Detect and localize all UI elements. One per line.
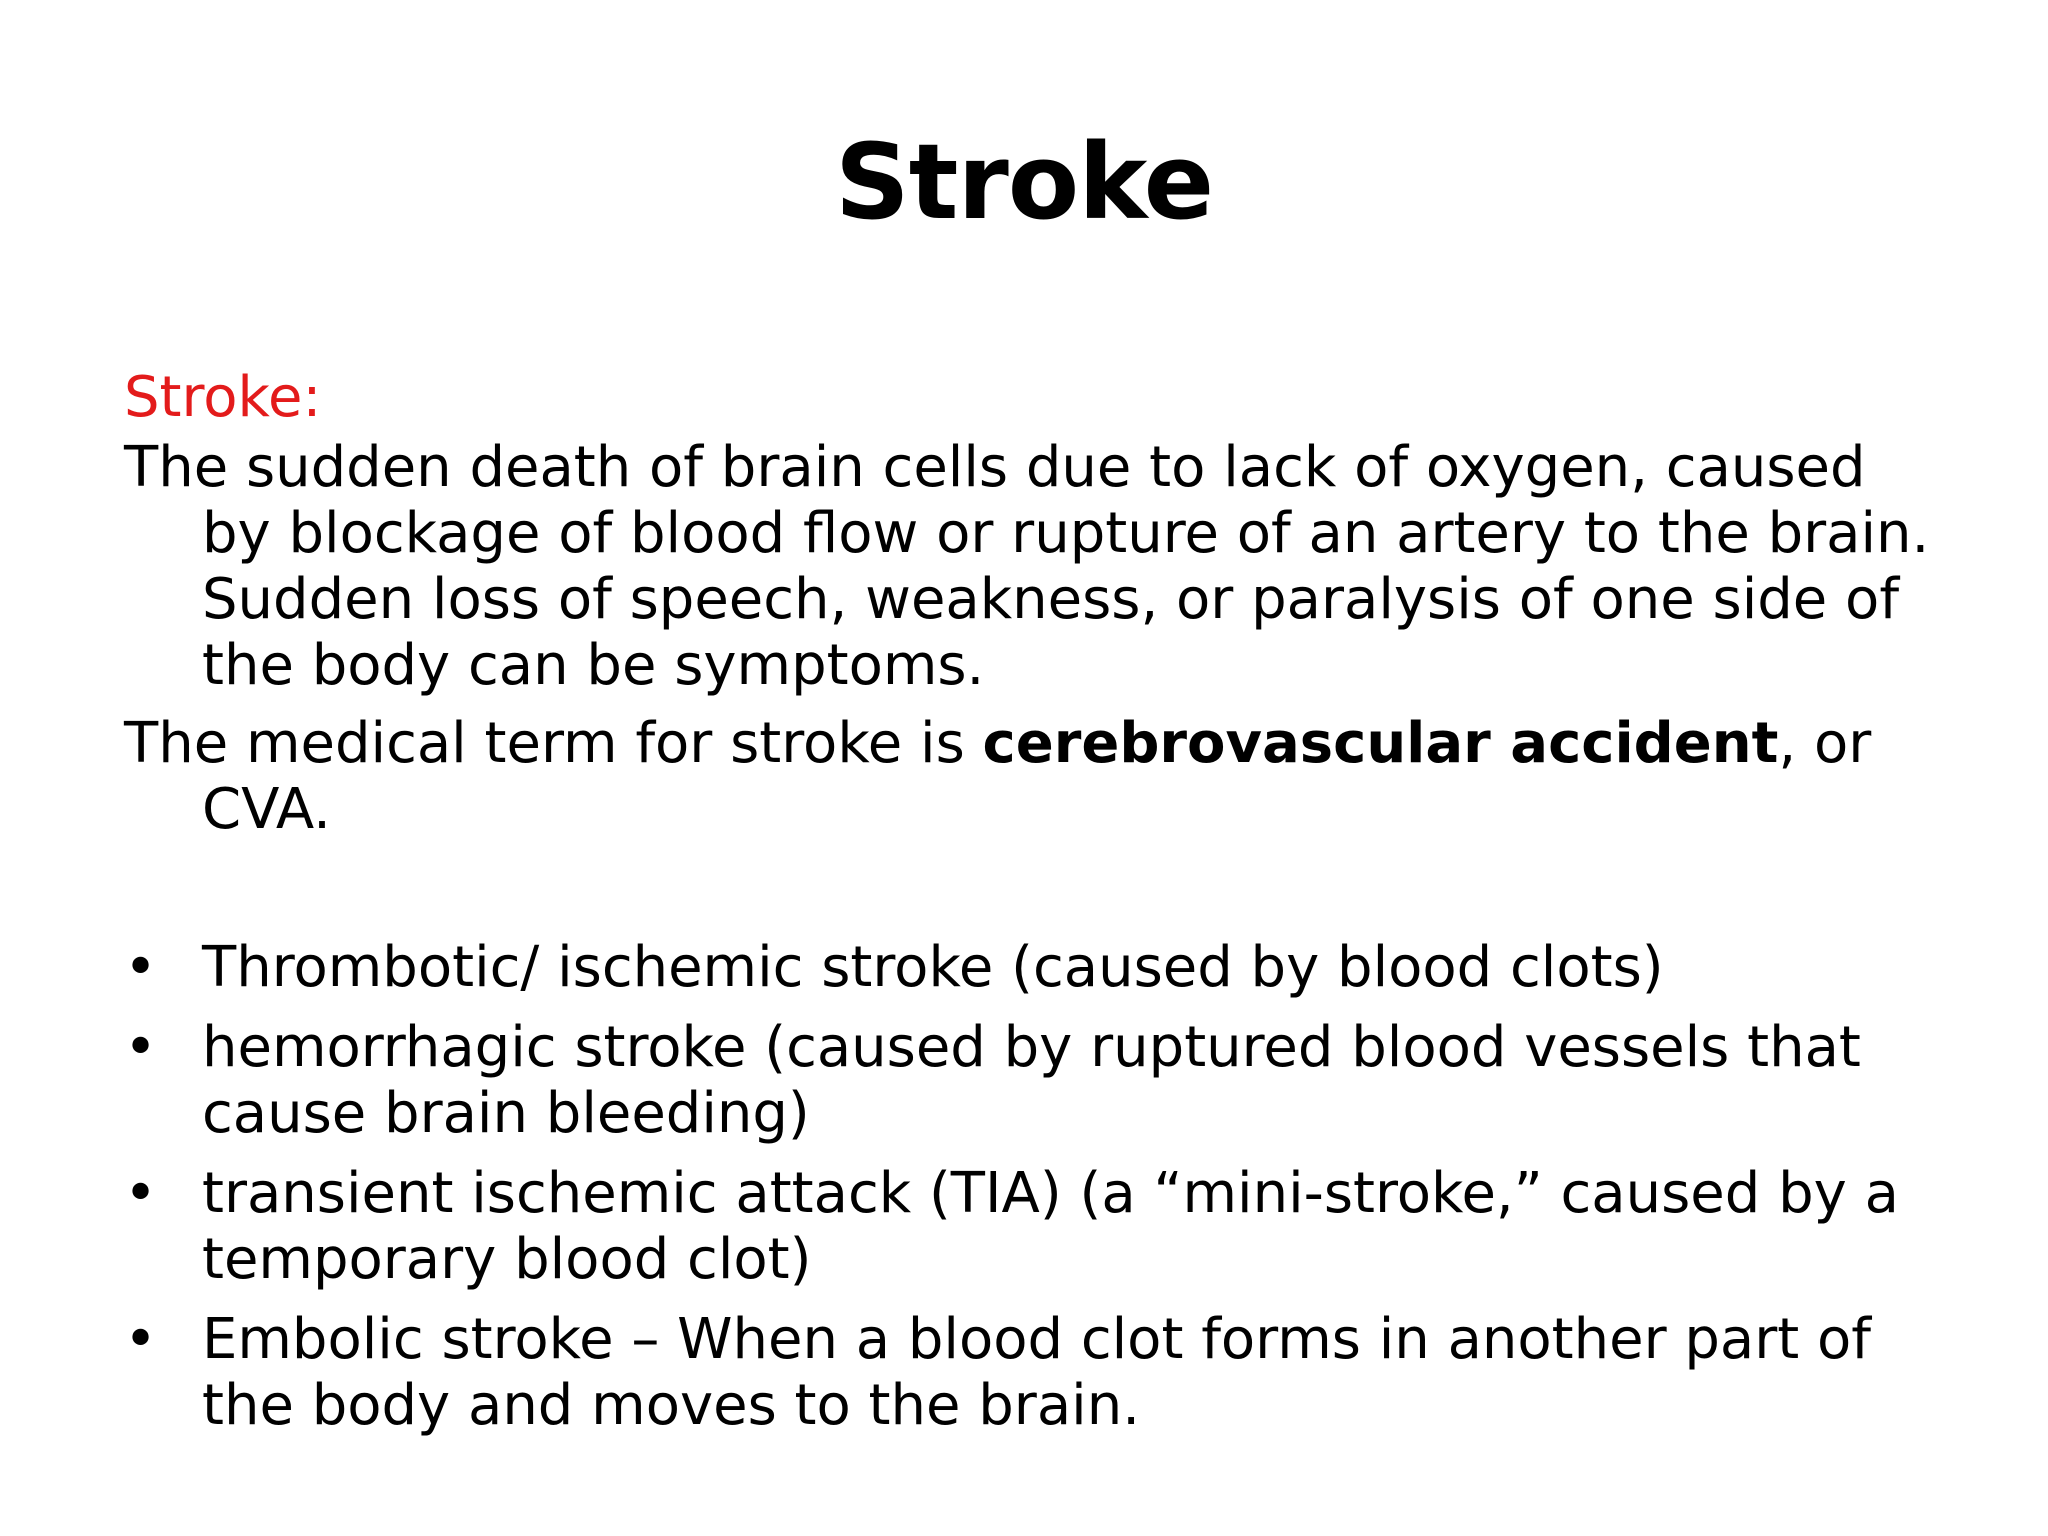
stroke-types-list: [124, 935, 1944, 1439]
list-item-text: Embolic stroke – When a blood clot forms in another part of the body and moves to the brain.: [202, 1307, 1872, 1438]
slide-body: [124, 365, 1944, 1453]
definition-label: Stroke:: [124, 365, 322, 430]
medical-term-suffix: , or CVA.: [202, 711, 1872, 842]
list-item-text: Thrombotic/ ischemic stroke (caused by blood clots): [202, 935, 1664, 1000]
list-item: [124, 1161, 1944, 1293]
list-item: [124, 935, 1944, 1001]
medical-term: cerebrovascular accident: [982, 711, 1779, 776]
medical-term-prefix: The medical term for stroke is: [124, 711, 983, 776]
list-item: [124, 1307, 1944, 1439]
list-item-text: hemorrhagic stroke (caused by ruptured blood vessels that cause brain bleeding): [202, 1015, 1861, 1146]
definition-text: The sudden death of brain cells due to lack of oxygen, caused by blockage of blood flow or rupture of an artery to the brain. Sudden loss of speech, weakness, or paralysis of one side of the body can be symptoms.: [124, 435, 1930, 698]
bullet-icon: •: [124, 1161, 158, 1226]
list-item-text: transient ischemic attack (TIA) (a “mini-stroke,” caused by a temporary blood clot): [202, 1161, 1899, 1292]
bullet-icon: •: [124, 935, 158, 1000]
bullet-icon: •: [124, 1307, 158, 1372]
bullet-icon: •: [124, 1015, 158, 1080]
slide-title: Stroke: [834, 121, 1214, 243]
spacer: [124, 843, 1944, 935]
list-item: [124, 1015, 1944, 1147]
medical-term-sentence: [124, 711, 1944, 843]
